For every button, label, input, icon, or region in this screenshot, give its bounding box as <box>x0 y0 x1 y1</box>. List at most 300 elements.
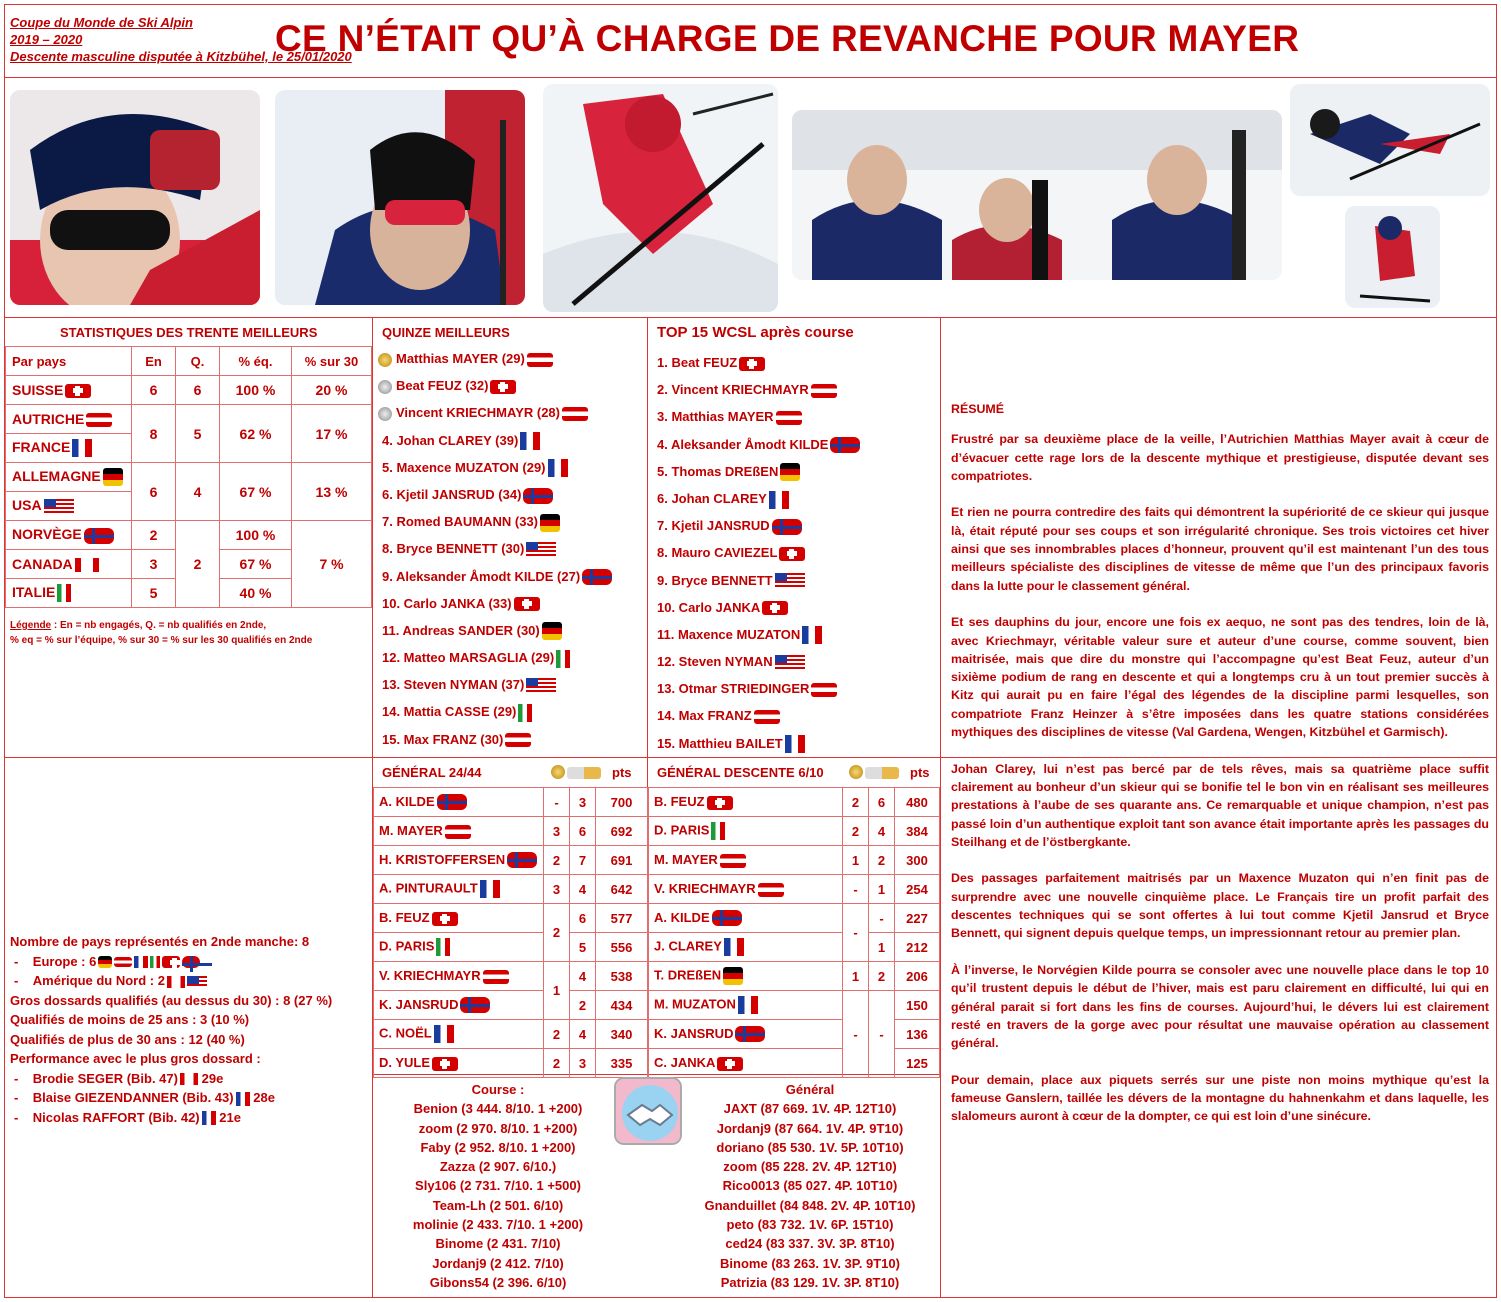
list-item-label: 3. Matthias MAYER <box>657 409 774 425</box>
list-item-label: 1. Beat FEUZ <box>657 355 738 370</box>
seger-rank: 29e <box>201 1070 224 1086</box>
list-item: Team-Lh (2 501. 6/10) <box>432 1197 564 1213</box>
stat-pcteq: 100 % <box>220 521 292 550</box>
germany-flag-icon <box>542 622 562 640</box>
list-item: Binome (2 431. 7/10) <box>435 1236 561 1252</box>
gen-descente-table <box>648 787 940 1078</box>
gen-descente-pts-label: pts <box>910 765 930 780</box>
athlete-name: A. KILDE <box>654 909 710 925</box>
points-cell: 642 <box>596 875 648 904</box>
list-item: Faby (2 952. 8/10. 1 +200) <box>420 1139 576 1155</box>
points-cell: 691 <box>596 846 648 875</box>
norway-flag-icon <box>460 997 490 1013</box>
swiss-flag-icon <box>717 1057 743 1071</box>
wins-cell: 1 <box>544 962 570 1020</box>
athlete-name: D. PARIS <box>379 938 435 954</box>
country-cell <box>6 463 132 492</box>
general-ranking <box>680 1080 940 1292</box>
raffort-text: Nicolas RAFFORT (Bib. 42) <box>32 1109 200 1125</box>
norway-flag-icon <box>507 852 537 868</box>
norway-flag-icon <box>735 1026 765 1042</box>
germany-flag-icon <box>103 468 123 486</box>
seger-text: Brodie SEGER (Bib. 47) <box>32 1070 178 1086</box>
podiums-cell: 3 <box>570 1049 596 1078</box>
list-item-label: 14. Max FRANZ <box>657 708 752 724</box>
photo-podium-image <box>792 110 1282 280</box>
points-cell: 335 <box>596 1049 648 1078</box>
table-row <box>649 817 940 846</box>
points-cell: 125 <box>895 1049 940 1078</box>
germany-flag-icon <box>723 967 743 985</box>
divider <box>4 77 1497 78</box>
canada-flag-icon <box>75 558 99 572</box>
points-cell: 692 <box>596 817 648 846</box>
general-title: GÉNÉRAL 24/44 <box>382 765 482 780</box>
swiss-flag-icon <box>65 384 91 398</box>
athlete-cell <box>374 991 544 1020</box>
athlete-name: J. CLAREY <box>654 938 722 954</box>
points-cell: 254 <box>895 875 940 904</box>
points-cell: 300 <box>895 846 940 875</box>
handshake-icon <box>614 1077 682 1145</box>
general-pts-label: pts <box>612 765 632 780</box>
points-cell: 150 <box>895 991 940 1020</box>
list-item <box>657 675 860 702</box>
athlete-cell <box>649 846 843 875</box>
stats-header-country: Par pays <box>6 347 132 376</box>
germany-flag-icon <box>540 514 560 532</box>
austria-flag-icon <box>811 384 837 398</box>
athlete-name: H. KRISTOFFERSEN <box>379 851 506 867</box>
stat-pct30: 20 % <box>292 376 372 405</box>
athlete-cell <box>374 846 544 875</box>
list-item <box>657 512 860 539</box>
swiss-flag-icon <box>779 547 805 561</box>
list-item <box>657 485 860 512</box>
podiums-cell: 7 <box>570 846 596 875</box>
france-flag-icon <box>738 996 758 1014</box>
list-item <box>657 376 860 403</box>
list-item <box>378 590 612 617</box>
list-item-label: 5. Thomas DREßEN <box>657 463 779 479</box>
resume-paragraph: Frustré par sa deuxième place de la veille, l’Autrichien Matthias Mayer avait à cœur de d’évacuer cette rage lors de la descente mythique et prestigieuse, disputée devant ses compatriotes. <box>951 432 1489 483</box>
stat-pcteq: 62 % <box>220 405 292 463</box>
points-cell: 480 <box>895 788 940 817</box>
usa-flag-icon <box>526 678 556 694</box>
usa-flag-icon <box>44 499 74 515</box>
athlete-cell <box>649 817 843 846</box>
list-item-label: Matthias MAYER (29) <box>396 351 525 366</box>
wins-cell: 1 <box>843 962 869 991</box>
athlete-name: V. KRIECHMAYR <box>379 968 481 984</box>
gen-descente-title: GÉNÉRAL DESCENTE 6/10 <box>657 765 824 780</box>
stat-q: 4 <box>176 463 220 521</box>
silver-medal-icon <box>378 407 392 421</box>
list-item <box>378 617 612 644</box>
france-flag-icon <box>202 1111 216 1125</box>
list-item <box>378 563 612 590</box>
stats-header-pcteq: % éq. <box>220 347 292 376</box>
austria-flag-icon <box>758 883 784 897</box>
norway-flag-icon <box>712 910 742 926</box>
italy-flag-icon <box>711 822 725 840</box>
italy-flag-icon <box>518 704 532 722</box>
list-item-label: 2. Vincent KRIECHMAYR <box>657 382 809 398</box>
legend-text-1: : En = nb engagés, Q. = nb qualifiés en 2nde, <box>51 620 267 631</box>
list-item-label: 9. Aleksander Åmodt KILDE (27) <box>382 568 581 584</box>
points-cell: 556 <box>596 933 648 962</box>
athlete-name: M. MAYER <box>379 823 443 839</box>
course-ranking <box>380 1080 616 1292</box>
table-row <box>649 904 940 933</box>
points-cell: 434 <box>596 991 648 1020</box>
wins-cell: 2 <box>544 1020 570 1049</box>
usa-flag-icon <box>187 976 207 988</box>
swiss-flag-icon <box>707 796 733 810</box>
list-item <box>657 349 860 376</box>
stats-table <box>5 346 372 608</box>
austria-flag-icon <box>505 733 531 747</box>
france-flag-icon <box>785 735 805 753</box>
stat-q: 2 <box>176 521 220 608</box>
list-item-label: 4. Aleksander Åmodt KILDE <box>657 436 829 452</box>
podiums-cell: 4 <box>570 875 596 904</box>
legend-text-2: % eq = % sur l’équipe, % sur 30 = % sur les 30 qualifiés en 2nde <box>10 635 313 646</box>
list-item: Benion (3 444. 8/10. 1 +200) <box>413 1101 583 1117</box>
silver-medal-icon <box>378 380 392 394</box>
france-flag-icon <box>520 432 540 450</box>
list-item: Jordanj9 (2 412. 7/10) <box>432 1255 564 1271</box>
stat-pct30: 17 % <box>292 405 372 463</box>
france-flag-icon <box>769 491 789 509</box>
austria-flag-icon <box>754 710 780 724</box>
stat-line-under-25: Qualifiés de moins de 25 ans : 3 (10 %) <box>10 1012 250 1027</box>
points-cell: 206 <box>895 962 940 991</box>
list-item <box>657 621 860 648</box>
resume-paragraph: À l’inverse, le Norvégien Kilde pourra se consoler avec une nouvelle place dans le top 10 qu’il trustent depuis le début de l’hiver, mais est paru clairement en difficulté, lui qui en général parait si fort dans les fins de courses. Aujourd’hui, le dévers lui est clairement resté en travers de la gorge avec pour résultat une mauvaise opération au classement général. <box>951 962 1489 1051</box>
athlete-name: B. FEUZ <box>379 910 430 926</box>
france-flag-icon <box>134 956 148 968</box>
stat-en: 6 <box>132 463 176 521</box>
podiums-cell: 5 <box>570 933 596 962</box>
athlete-name: A. KILDE <box>379 793 435 809</box>
athlete-cell <box>649 991 843 1020</box>
general-table <box>373 787 648 1078</box>
resume-paragraph: Et ses dauphins du jour, encore une fois ex aequo, ne sont pas des tendres, loin de là, avec Kriechmayr, véritable valeur sure et auteur d’une course, comme souvent, bien maitrisée, mais que dire du monstre qui l’accompagne qu’est Beat Feuz, auteur d’un sixième podium de rang en descente et qui a longtemps cru à un tout premier succès à Kitz qui aurait pu en faire l’égal des légendes de la discipline parmi lesquelles, son compatriote Franz Heinzer à s’être imposées dans les quatre stations considérées mythiques des disciplines de vitesse (Val Gardena, Wengen, Kitzbühel et Garmisch). <box>951 615 1489 740</box>
usa-flag-icon <box>526 542 556 558</box>
stat-pct30: 13 % <box>292 463 372 521</box>
country-name: USA <box>12 497 42 514</box>
list-item-label: 10. Carlo JANKA <box>657 599 761 615</box>
table-row <box>649 846 940 875</box>
wins-cell: 2 <box>843 817 869 846</box>
table-row <box>374 1020 648 1049</box>
photo-mayer <box>10 90 260 305</box>
podiums-cell: 6 <box>570 904 596 933</box>
list-item-label: 7. Romed BAUMANN (33) <box>382 514 539 530</box>
stat-q: 5 <box>176 405 220 463</box>
wins-cell: 2 <box>544 904 570 962</box>
photo-podium <box>792 110 1282 280</box>
list-item <box>378 671 612 698</box>
athlete-cell <box>649 904 843 933</box>
stat-line-big-bibs: Gros dossards qualifiés (au dessus du 30) : 8 (27 %) <box>10 992 333 1008</box>
header-line-3: Descente masculine disputée à Kitzbühel, le 25/01/2020 <box>10 49 352 64</box>
athlete-name: K. JANSRUD <box>654 1025 734 1041</box>
list-item: ced24 (83 337. 3V. 3P. 8T10) <box>725 1236 895 1252</box>
list-item-label: 8. Mauro CAVIEZEL <box>657 545 778 561</box>
norway-flag-icon <box>182 956 200 968</box>
athlete-cell <box>649 1020 843 1049</box>
podium-medals-icon <box>567 767 601 779</box>
trophy-icon <box>551 765 565 779</box>
wins-cell: 3 <box>544 817 570 846</box>
country-cell <box>6 376 132 405</box>
stat-en: 5 <box>132 579 176 608</box>
germany-flag-icon <box>780 463 800 481</box>
canada-flag-icon <box>167 976 185 988</box>
italy-flag-icon <box>150 956 160 968</box>
swiss-flag-icon <box>432 912 458 926</box>
list-item <box>657 702 860 729</box>
austria-flag-icon <box>811 683 837 697</box>
stat-en: 2 <box>132 521 176 550</box>
list-item-label: Beat FEUZ (32) <box>396 378 489 394</box>
country-cell <box>6 405 132 434</box>
list-item <box>378 481 612 508</box>
table-row <box>649 875 940 904</box>
points-cell: 577 <box>596 904 648 933</box>
points-cell: 384 <box>895 817 940 846</box>
stats-header-en: En <box>132 347 176 376</box>
legend-label: Légende <box>10 620 52 631</box>
athlete-cell <box>649 788 843 817</box>
norway-flag-icon <box>437 794 467 810</box>
athlete-name: C. NOËL <box>379 1025 432 1041</box>
france-flag-icon <box>548 459 568 477</box>
list-item-label: 5. Maxence MUZATON (29) <box>382 459 546 475</box>
athlete-cell <box>374 962 544 991</box>
austria-flag-icon <box>562 407 588 421</box>
france-flag-icon <box>236 1092 250 1106</box>
swiss-flag-icon <box>432 1057 458 1071</box>
stats-title: STATISTIQUES DES TRENTE MEILLEURS <box>60 325 318 340</box>
swiss-flag-icon <box>762 601 788 615</box>
podiums-cell: 4 <box>869 817 895 846</box>
trophy-icon <box>378 353 392 367</box>
divider <box>940 317 941 1298</box>
list-item <box>378 399 612 426</box>
list-item <box>657 539 860 566</box>
stat-en: 8 <box>132 405 176 463</box>
podiums-cell: 2 <box>869 846 895 875</box>
wins-cell: 1 <box>843 846 869 875</box>
list-item <box>378 698 612 725</box>
stats-header-row <box>6 347 372 376</box>
table-row <box>6 463 372 492</box>
stat-line-giezendanner: - Blaise GIEZENDANNER (Bib. 43) 28e <box>14 1090 275 1105</box>
list-item-label: 11. Maxence MUZATON <box>657 626 801 642</box>
table-row <box>6 376 372 405</box>
table-row <box>374 991 648 1020</box>
list-item: Sly106 (2 731. 7/10. 1 +500) <box>415 1178 581 1194</box>
resume-paragraph: Des passages parfaitement maitrisés par un Maxence Muzaton qui n’en finit pas de surprendre avec une nouvelle cinquième place. Le Français tire un profit parfait des descentes techniques qui se sont offertes à lui tout comme Kjetil Jansrud et Bryce Bennett, qui signent depuis quelque temps, un impressionnant retour au premier plan. <box>951 871 1489 941</box>
list-item: Binome (83 263. 1V. 3P. 9T10) <box>720 1255 900 1271</box>
photo-kriechmayr-image <box>543 84 778 312</box>
list-item: doriano (85 530. 1V. 5P. 10T10) <box>716 1139 904 1155</box>
table-row <box>649 788 940 817</box>
top15-title: TOP 15 WCSL après course <box>657 324 854 341</box>
swiss-flag-icon <box>739 357 765 371</box>
list-item-label: 7. Kjetil JANSRUD <box>657 518 770 534</box>
list-item <box>378 508 612 535</box>
stat-pct30: 7 % <box>292 521 372 608</box>
list-item: Gnanduillet (84 848. 2V. 4P. 10T10) <box>704 1197 916 1213</box>
athlete-name: B. FEUZ <box>654 794 705 810</box>
stat-line-over-30: Qualifiés de plus de 30 ans : 12 (40 %) <box>10 1031 245 1047</box>
athlete-cell <box>374 788 544 817</box>
stat-line-performance: Performance avec le plus gros dossard : <box>10 1051 261 1066</box>
podiums-cell: 2 <box>869 962 895 991</box>
photo-skier-jump-image <box>1290 84 1490 196</box>
usa-flag-icon <box>775 655 805 671</box>
list-item <box>657 730 860 757</box>
photo-skier-turn-image <box>1345 206 1440 308</box>
podiums-cell: 6 <box>570 817 596 846</box>
list-item: peto (83 732. 1V. 6P. 15T10) <box>726 1217 894 1233</box>
resume-paragraph: Johan Clarey, lui n’est pas bercé par de tels rêves, mais sa quatrième place suffit clairement au bonheur d’un skieur qui se bonifie tel le bon vin en réalisant ses meilleures prestations à l’aube de ses quarante ans. Ce remarquable et unique champion, n’est pas passé loin d’un authentique exploit tant son avance était importante après les passages du Steilhang et de l’östbergkante. <box>951 761 1489 849</box>
podiums-cell: 4 <box>570 1020 596 1049</box>
list-item: JAXT (87 669. 1V. 4P. 12T10) <box>723 1101 897 1117</box>
france-flag-icon <box>802 626 822 644</box>
list-item <box>378 726 612 753</box>
points-cell: 227 <box>895 904 940 933</box>
france-flag-icon <box>480 880 500 898</box>
athlete-cell <box>649 875 843 904</box>
athlete-cell <box>649 1049 843 1078</box>
list-item-label: 12. Steven NYMAN <box>657 654 773 670</box>
list-item: Gibons54 (2 396. 6/10) <box>429 1274 567 1290</box>
list-item-label: 10. Carlo JANKA (33) <box>382 595 512 611</box>
austria-flag-icon <box>114 957 132 967</box>
list-item <box>657 458 860 485</box>
athlete-name: D. PARIS <box>654 822 710 838</box>
austria-flag-icon <box>445 825 471 839</box>
trophy-icon <box>849 765 863 779</box>
country-stats <box>10 932 332 1127</box>
list-item: Rico0013 (85 027. 4P. 10T10) <box>722 1178 898 1194</box>
list-item: zoom (2 970. 8/10. 1 +200) <box>418 1120 578 1136</box>
austria-flag-icon <box>720 854 746 868</box>
table-row <box>374 904 648 933</box>
list-item-label: 15. Max FRANZ (30) <box>382 731 504 747</box>
podiums-cell: - <box>869 991 895 1078</box>
photo-skier-jump <box>1290 84 1490 196</box>
giezendanner-rank: 28e <box>253 1090 275 1105</box>
list-item <box>378 644 612 671</box>
italy-flag-icon <box>556 650 570 668</box>
list-item-label: 4. Johan CLAREY (39) <box>382 432 519 448</box>
resume-paragraph: Pour demain, place aux piquets serrés sur une piste non moins mythique qu’est la fameuse Ganslern, taillée les dévers de la montagne du hahnenkahm et dans laquelle, les slalomeurs auront à cœur de la dompter, ce qui est loin d’une sinécure. <box>951 1072 1489 1124</box>
stat-line-europe: - Europe : 6 <box>10 952 332 972</box>
austria-flag-icon <box>776 411 802 425</box>
france-flag-icon <box>434 1025 454 1043</box>
list-item <box>657 648 860 675</box>
list-item <box>378 454 612 481</box>
stat-q: 6 <box>176 376 220 405</box>
austria-flag-icon <box>86 413 112 427</box>
country-name: FRANCE <box>12 438 71 455</box>
country-cell <box>6 434 132 463</box>
list-item-label: 14. Mattia CASSE (29) <box>382 704 517 720</box>
podium-medals-icon <box>865 767 899 779</box>
resume-paragraph: Et rien ne pourra contredire des faits qui démontrent la supériorité de ce skieur qui jusque là, était réputé pour ses coups et son irrégularité chronique. Ses trois victoires cet hiver ainsi que ses innombrables places d’honneur, prouvent qu’il est maintenant l’un des tous meilleurs spécialiste des disciplines de vitesse de même que l’un des principaux favoris dans la lutte pour le classement général. <box>951 505 1489 593</box>
list-item <box>657 594 860 621</box>
list-item-label: 9. Bryce BENNETT <box>657 572 773 588</box>
photo-skier-turn <box>1345 206 1440 308</box>
podiums-cell: 6 <box>869 788 895 817</box>
stat-en: 3 <box>132 550 176 579</box>
photo-feuz-image <box>275 90 525 305</box>
table-row <box>649 933 940 962</box>
wins-cell: - <box>843 875 869 904</box>
stats-legend <box>10 618 312 648</box>
stat-pcteq: 67 % <box>220 550 292 579</box>
top15-list <box>657 349 860 757</box>
page-title: CE N’ÉTAIT QU’À CHARGE DE REVANCHE POUR MAYER <box>275 18 1300 59</box>
stat-pcteq: 100 % <box>220 376 292 405</box>
athlete-cell <box>374 1049 544 1078</box>
table-row <box>374 1049 648 1078</box>
norway-flag-icon <box>830 437 860 453</box>
table-row <box>649 991 940 1020</box>
stats-header-pct30: % sur 30 <box>292 347 372 376</box>
list-item-label: 13. Steven NYMAN (37) <box>382 677 525 693</box>
points-cell: 538 <box>596 962 648 991</box>
list-item: Jordanj9 (87 664. 1V. 4P. 9T10) <box>716 1120 904 1136</box>
raffort-rank: 21e <box>219 1109 241 1125</box>
list-item-label: 13. Otmar STRIEDINGER <box>657 681 810 697</box>
points-cell: 212 <box>895 933 940 962</box>
list-item <box>657 567 860 594</box>
stat-pcteq: 40 % <box>220 579 292 608</box>
course-title: Course : <box>471 1082 525 1097</box>
list-item <box>657 403 860 430</box>
list-item <box>378 535 612 562</box>
usa-flag-icon <box>775 573 805 589</box>
photo-mayer-image <box>10 90 260 305</box>
list-item-label: 11. Andreas SANDER (30) <box>382 622 540 638</box>
athlete-cell <box>374 1020 544 1049</box>
table-row <box>649 962 940 991</box>
general-jeu-title: Général <box>785 1082 835 1097</box>
stat-pcteq: 67 % <box>220 463 292 521</box>
stat-europe-text: Europe : 6 <box>32 953 97 969</box>
list-item: Zazza (2 907. 6/10.) <box>439 1159 557 1175</box>
list-item <box>657 431 860 458</box>
canada-flag-icon <box>180 1073 198 1085</box>
giezendanner-text: Blaise GIEZENDANNER (Bib. 43) <box>32 1090 234 1105</box>
legend-line-1 <box>10 618 312 633</box>
stat-line-north-america: - Amérique du Nord : 2 <box>10 971 332 991</box>
wins-cell: 2 <box>843 788 869 817</box>
country-cell <box>6 579 132 608</box>
photo-feuz <box>275 90 525 305</box>
header-line-2: 2019 – 2020 <box>10 32 83 47</box>
wins-cell: - <box>843 904 869 962</box>
divider <box>4 317 1497 318</box>
swiss-flag-icon <box>162 956 180 968</box>
